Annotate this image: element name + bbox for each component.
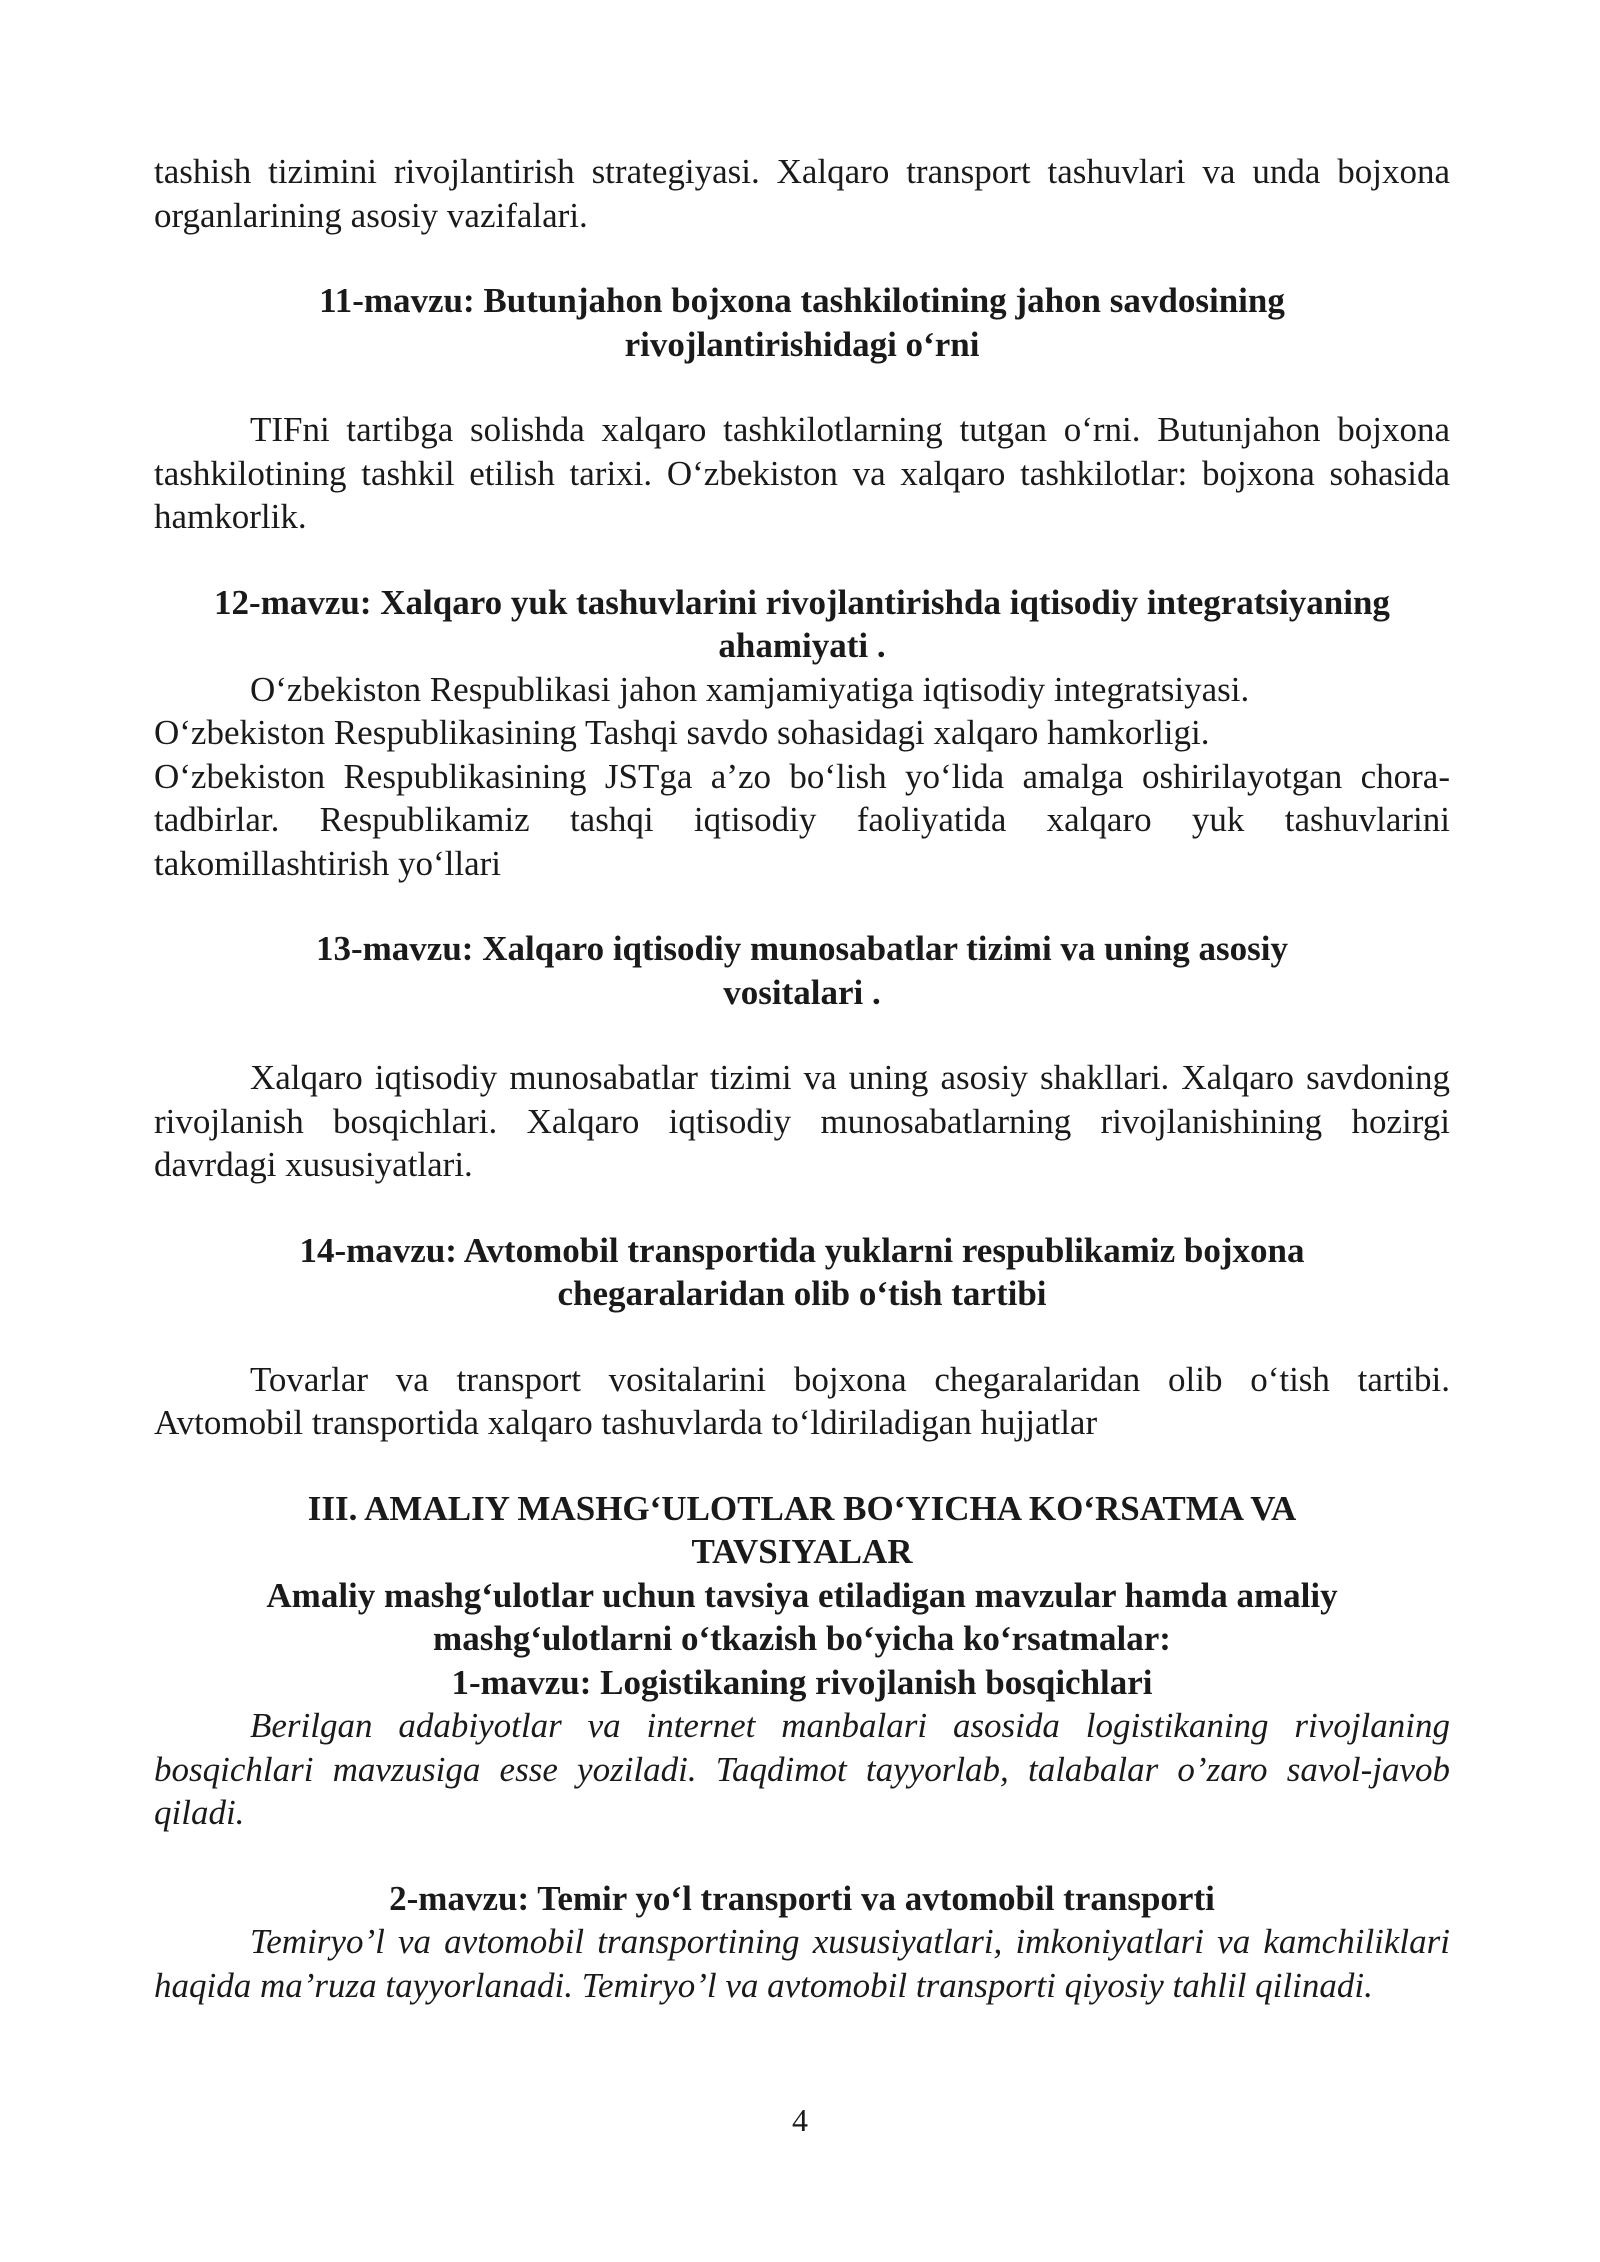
topic14-heading-line2: chegaralaridan olib o‘tish tartibi xyxy=(557,1274,1047,1313)
topic13-heading xyxy=(154,927,1450,1014)
topic12-heading-line1: 12-mavzu: Xalqaro yuk tashuvlarini rivojlantirishda iqtisodiy integratsiyaning xyxy=(214,582,1390,622)
topic13-heading-line2: vositalari . xyxy=(723,972,881,1012)
intro-paragraph: tashish tizimini rivojlantirish strategiyasi. Xalqaro transport tashuvlari va unda bojxona organlarining asosiy vazifalari. xyxy=(154,152,1450,235)
section3-heading-line2: TAVSIYALAR xyxy=(691,1532,913,1571)
topic11-body: TIFni tartibga solishda xalqaro tashkilotlarning tutgan o‘rni. Butunjahon bojxona tashkilotining tashkil etilish tarixi. O‘zbekiston va xalqaro tashkilotlar: bojxona sohasida hamkorlik. xyxy=(154,410,1450,536)
topic11-heading xyxy=(154,279,1450,366)
topic14-heading-line1: 14-mavzu: Avtomobil transportida yuklarni respublikamiz bojxona xyxy=(299,1230,1305,1270)
topic12-body-line1: O‘zbekiston Respublikasi jahon xamjamiyatiga iqtisodiy integratsiyasi. xyxy=(250,669,1250,709)
page-number: 4 xyxy=(792,2102,808,2138)
section3-heading xyxy=(154,1487,1450,1661)
topic14-heading xyxy=(154,1229,1450,1316)
topic14-body: Tovarlar va transport vositalarini bojxona chegaralaridan olib o‘tish tartibi. Avtomobil transportida xalqaro tashuvlarda to‘ldiriladigan hujjatlar xyxy=(154,1359,1450,1442)
topic12-heading xyxy=(154,581,1450,668)
topic13-heading-line1: 13-mavzu: Xalqaro iqtisodiy munosabatlar tizimi va uning asosiy xyxy=(315,929,1289,968)
topic12-body-rest: O‘zbekiston Respublikasining JSTga a’zo bo‘lish yo‘lida amalga oshirilayotgan chora-tadbirlar. Respublikamiz tashqi iqtisodiy faoliyatida xalqaro yuk tashuvlarini takomillashtirish yo‘llari xyxy=(154,756,1450,883)
topic11-heading-line2: rivojlantirishidagi o‘rni xyxy=(624,324,980,364)
section3-heading-line1: III. AMALIY MASHG‘ULOTLAR BO‘YICHA KO‘RSATMA VA xyxy=(307,1488,1297,1528)
practical2-body: Temiryo’l va avtomobil transportining xususiyatlari, imkoniyatlari va kamchiliklari haqida ma’ruza tayyorlanadi. Temiryo’l va avtomobil transporti qiyosiy tahlil qilinadi. xyxy=(154,1922,1450,2005)
practical2-heading: 2-mavzu: Temir yo‘l transporti va avtomobil transporti xyxy=(389,1878,1215,1918)
topic11-heading-line1: 11-mavzu: Butunjahon bojxona tashkilotining jahon savdosining xyxy=(319,281,1285,320)
topic12-heading-line2: ahamiyati . xyxy=(718,626,886,665)
document-page xyxy=(154,150,1450,2007)
topic13-body: Xalqaro iqtisodiy munosabatlar tizimi va uning asosiy shakllari. Xalqaro savdoning rivojlanish bosqichlari. Xalqaro iqtisodiy munosabatlarning rivojlanishining hozirgi davrdagi xususiyatlari. xyxy=(154,1058,1450,1184)
topic12-body-line2: O‘zbekiston Respublikasining Tashqi savdo sohasidagi xalqaro hamkorligi. xyxy=(154,713,1210,752)
practical1-heading: 1-mavzu: Logistikaning rivojlanish bosqichlari xyxy=(451,1662,1153,1702)
practical1-body: Berilgan adabiyotlar va internet manbalari asosida logistikaning rivojlaning bosqichlari mavzusiga esse yoziladi. Taqdimot tayyorlab, talabalar o’zaro savol-javob qiladi. xyxy=(154,1706,1450,1832)
section3-subheading-line2: mashg‘ulotlarni o‘tkazish bo‘yicha ko‘rsatmalar: xyxy=(433,1619,1171,1658)
section3-subheading-line1: Amaliy mashg‘ulotlar uchun tavsiya etiladigan mavzular hamda amaliy xyxy=(266,1575,1338,1615)
